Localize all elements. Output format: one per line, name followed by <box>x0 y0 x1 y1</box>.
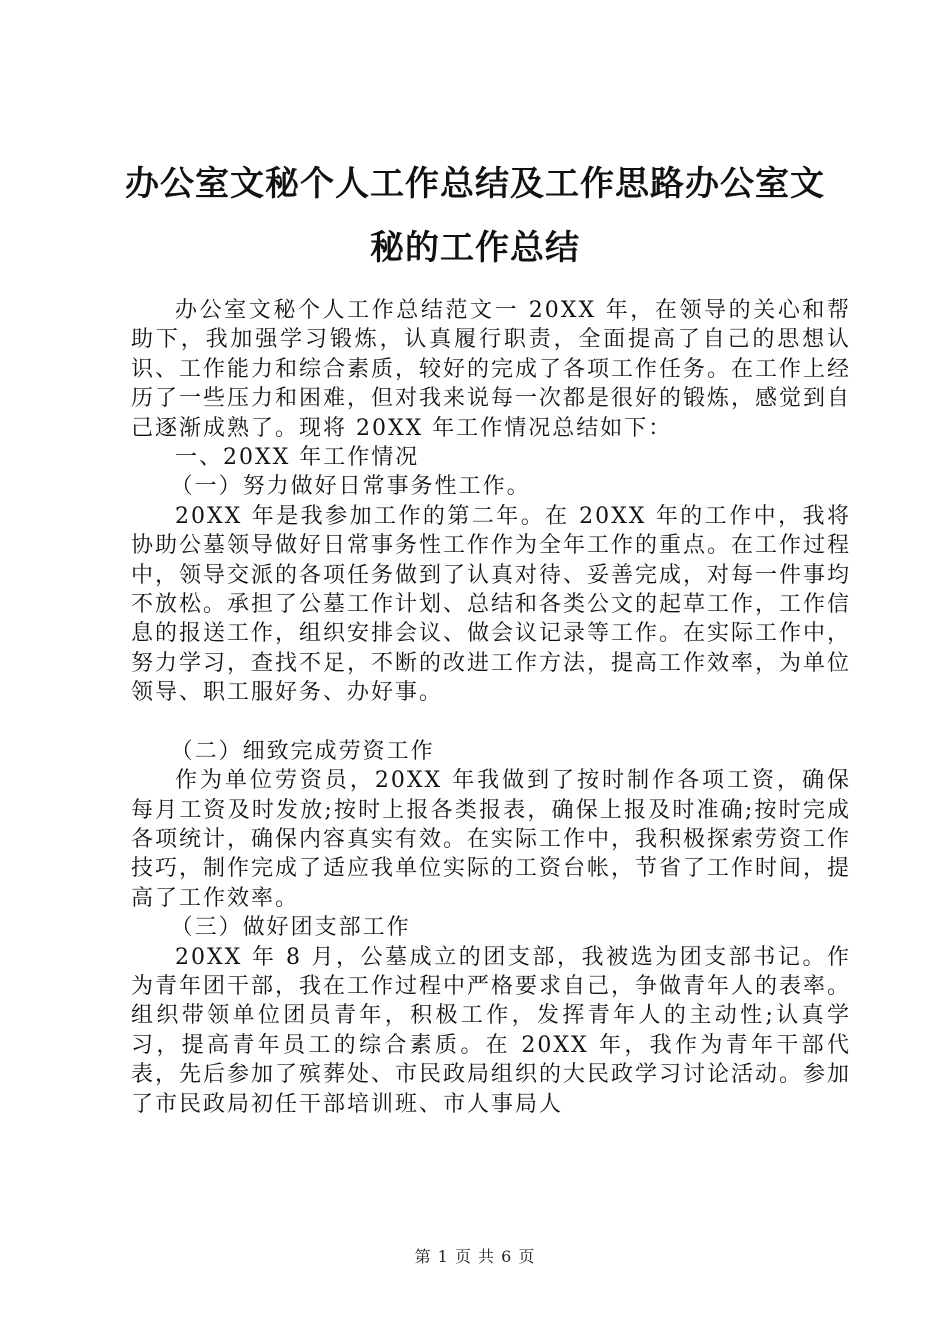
document-title-line-1: 办公室文秘个人工作总结及工作思路办公室文 <box>125 164 825 204</box>
paragraph-spacer <box>131 708 851 737</box>
paragraph-intro: 办公室文秘个人工作总结范文一 20XX 年，在领导的关心和帮助下，我加强学习锻炼，认真履行职责，全面提高了自己的思想认识、工作能力和综合素质，较好的完成了各项工作任务。在工作上经历了一些压力和困难，但对我来说每一次都是很好的锻炼，感觉到自己逐渐成熟了。现将 20XX 年工作情况总结如下： <box>131 298 852 441</box>
paragraph-youth-league: 20XX 年 8 月，公墓成立的团支部，我被选为团支部书记。作为青年团干部，我在工作过程中严格要求自己，争做青年人的表率。组织带领单位团员青年，积极工作，发挥青年人的主动性;认真学习，提高青年员工的综合素质。在 20XX 年，我作为青年干部代表，先后参加了殡葬处、市民政局组织的大民政学习讨论活动。参加了市民政局初任干部培训班、市人事局人 <box>131 944 852 1117</box>
document-title-line-2: 秘的工作总结 <box>370 228 580 268</box>
paragraph-daily-work: 20XX 年是我参加工作的第二年。在 20XX 年的工作中，我将协助公墓领导做好日常事务性工作作为全年工作的重点。在工作过程中，领导交派的各项任务做到了认真对待、妥善完成，对每一件事均不放松。承担了公墓工作计划、总结和各类公文的起草工作，工作信息的报送工作，组织安排会议、做会议记录等工作。在实际工作中，努力学习，查找不足，不断的改进工作方法，提高工作效率，为单位领导、职工服好务、办好事。 <box>131 503 852 706</box>
subsection-heading-1: （一）努力做好日常事务性工作。 <box>170 474 531 500</box>
subsection-heading-3: （三）做好团支部工作 <box>170 915 411 941</box>
paragraph-payroll: 作为单位劳资员，20XX 年我做到了按时制作各项工资，确保每月工资及时发放;按时上报各类报表，确保上报及时准确;按时完成各项统计，确保内容真实有效。在实际工作中，我积极探索劳资工作技巧，制作完成了适应我单位实际的工资台帐，节省了工作时间，提高了工作效率。 <box>131 768 852 911</box>
section-heading-1: 一、20XX 年工作情况 <box>175 445 420 471</box>
page-footer: 第 1 页 共 6 页 <box>414 1247 536 1266</box>
document-body <box>131 296 851 1119</box>
subsection-heading-2: （二）细致完成劳资工作 <box>170 738 435 764</box>
